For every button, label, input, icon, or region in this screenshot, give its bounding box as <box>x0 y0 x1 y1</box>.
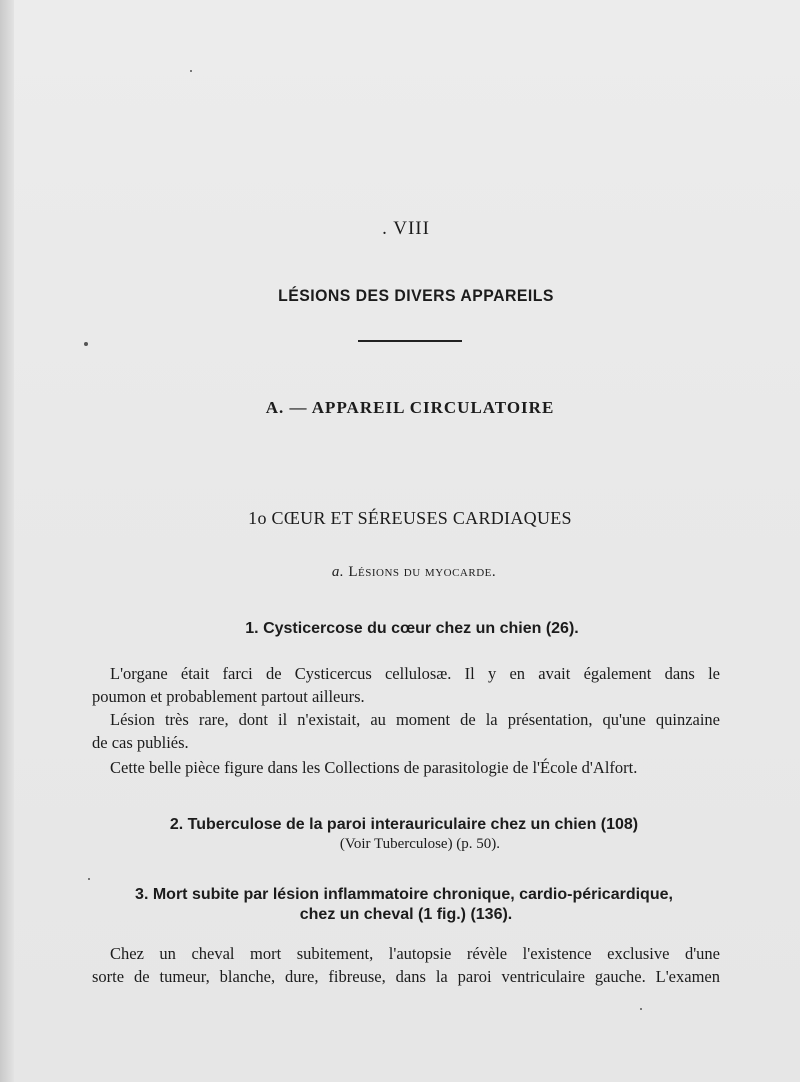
case-3-title-line-2: chez un cheval (1 fig.) (136). <box>299 906 513 923</box>
paper-speck <box>640 1008 642 1010</box>
title-divider <box>358 340 462 342</box>
paragraph-line: Chez un cheval mort subitement, l'autopsie révèle l'existence exclusive d'une <box>110 944 720 963</box>
case-1-paragraph-3 <box>92 756 720 779</box>
paragraph-line: L'organe était farci de Cysticercus cellulosæ. Il y en avait également dans le <box>110 664 720 683</box>
paragraph-line: de cas publiés. <box>92 733 189 752</box>
chapter-number-dot: . <box>382 218 394 239</box>
subsubsection-label: Lésions du myocarde. <box>348 564 497 580</box>
paper-speck <box>190 70 192 72</box>
paragraph-line: Cette belle pièce figure dans les Collections de parasitologie de l'École d'Alfort. <box>110 758 638 777</box>
case-1-title: 1. Cysticercose du cœur chez un chien (26). <box>245 620 579 637</box>
subsubsection-heading <box>14 564 800 581</box>
chapter-title: LÉSIONS DES DIVERS APPAREILS <box>278 286 554 305</box>
subsubsection-letter: a. <box>331 564 345 580</box>
case-3-title-line-1: 3. Mort subite par lésion inflammatoire chronique, cardio-péricardique, <box>135 886 673 903</box>
paper-speck <box>88 878 90 880</box>
paper-speck <box>84 342 88 346</box>
paragraph-line: Lésion très rare, dont il n'existait, au moment de la présentation, qu'une quinzaine <box>110 710 720 729</box>
chapter-number <box>6 218 800 240</box>
case-2-title: 2. Tuberculose de la paroi interauriculaire chez un chien (108) <box>169 816 639 833</box>
case-2-reference: (Voir Tuberculose) (p. 50). <box>339 836 501 852</box>
subsection-heading: 1o CŒUR ET SÉREUSES CARDIAQUES <box>248 508 572 528</box>
case-1-paragraph-2 <box>92 708 720 754</box>
section-heading: A. — APPAREIL CIRCULATOIRE <box>265 398 555 417</box>
case-1-paragraph-1 <box>92 662 720 708</box>
case-3-paragraph-1 <box>92 942 720 988</box>
chapter-number-text: VIII <box>393 218 430 239</box>
paragraph-line: sorte de tumeur, blanche, dure, fibreuse, dans la paroi ventriculaire gauche. L'examen <box>92 967 720 986</box>
paragraph-line: poumon et probablement partout ailleurs. <box>92 687 365 706</box>
